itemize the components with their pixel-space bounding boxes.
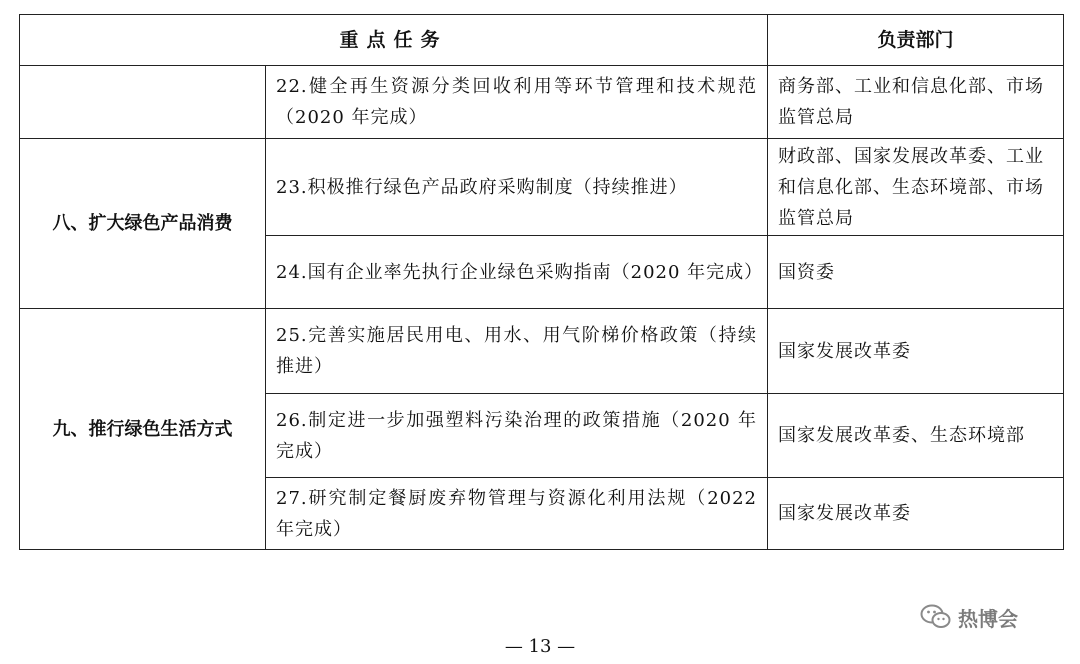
table-row xyxy=(20,309,1064,394)
task-cell: 27.研究制定餐厨废弃物管理与资源化利用法规（2022 年完成） xyxy=(266,478,768,550)
header-responsible-dept: 负责部门 xyxy=(768,15,1064,66)
wechat-icon xyxy=(920,604,952,630)
task-cell: 22.健全再生资源分类回收利用等环节管理和技术规范（2020 年完成） xyxy=(266,66,768,139)
dept-cell: 财政部、国家发展改革委、工业和信息化部、生态环境部、市场监管总局 xyxy=(768,139,1064,236)
category-cell: 九、推行绿色生活方式 xyxy=(20,309,266,550)
category-cell-empty xyxy=(20,66,266,139)
dept-cell: 国资委 xyxy=(768,236,1064,309)
category-cell: 八、扩大绿色产品消费 xyxy=(20,139,266,309)
task-cell: 23.积极推行绿色产品政府采购制度（持续推进） xyxy=(266,139,768,236)
task-table xyxy=(19,14,1064,550)
task-cell: 26.制定进一步加强塑料污染治理的政策措施（2020 年完成） xyxy=(266,394,768,478)
dept-cell: 国家发展改革委 xyxy=(768,309,1064,394)
watermark xyxy=(920,600,1018,634)
task-cell: 24.国有企业率先执行企业绿色采购指南（2020 年完成） xyxy=(266,236,768,309)
dept-cell: 商务部、工业和信息化部、市场监管总局 xyxy=(768,66,1064,139)
watermark-text: 热博会 xyxy=(958,606,1018,631)
table-row xyxy=(20,139,1064,236)
dept-cell: 国家发展改革委、生态环境部 xyxy=(768,394,1064,478)
task-cell: 25.完善实施居民用电、用水、用气阶梯价格政策（持续推进） xyxy=(266,309,768,394)
header-key-tasks: 重点任务 xyxy=(20,15,768,66)
table-header-row xyxy=(20,15,1064,66)
dept-cell: 国家发展改革委 xyxy=(768,478,1064,550)
page-number: — 13 — xyxy=(504,636,576,657)
table-row xyxy=(20,66,1064,139)
